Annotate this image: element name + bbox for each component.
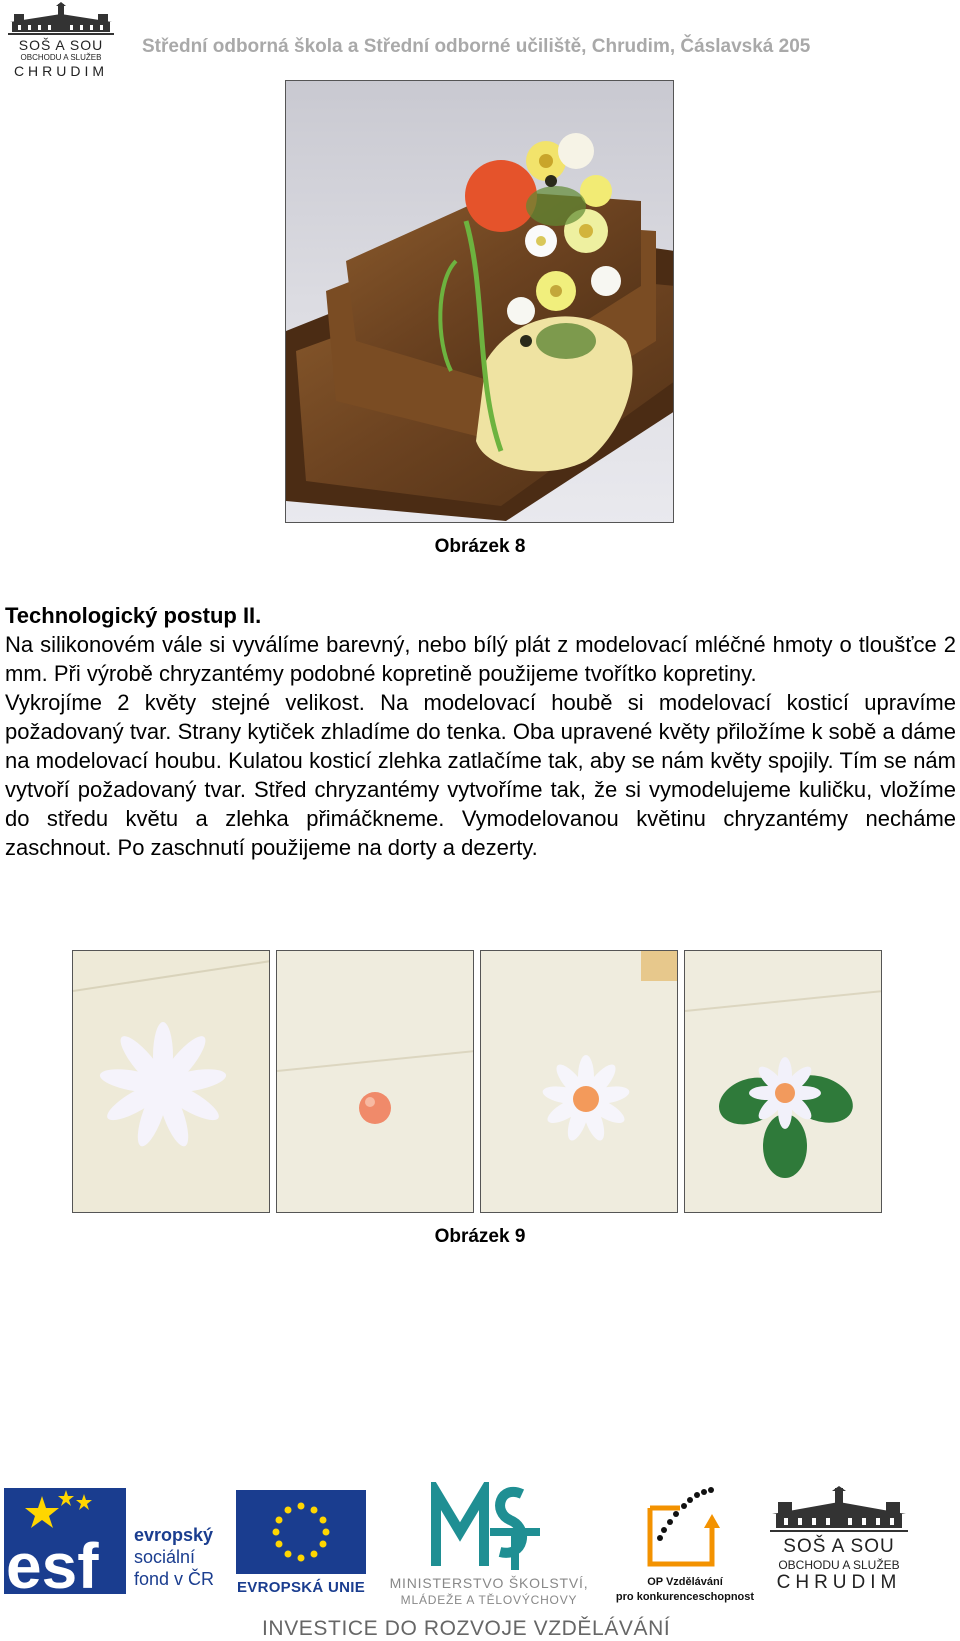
figure8-caption: Obrázek 8 (434, 536, 526, 557)
step-photo-2 (276, 950, 474, 1213)
page-header (0, 0, 960, 84)
school-logo-line3: CHRUDIM (13, 63, 109, 79)
esf-text (134, 1524, 214, 1590)
paragraph-2: Vykrojíme 2 květy stejné velikost. Na modelovací houbě si modelovací kosticí upravíme požadovaný tvar. Strany kytiček zhladíme do tenka. Oba upravené květy přiložíme k sobě a dáme na modelovací houbu. Kulatou kosticí zlehka zatlačíme tak, aby se nám květy spojily. Tím se nám vytvoří požadovaný tvar. Střed chryzantémy vytvoříme tak, že si vymodelujeme kuličku, vložíme do středu květu a zlehka přimáčkneme. Vymodelovanou květinu chryzantémy necháme zaschnout. Po zaschnutí použijeme na dorty a dezerty. (5, 690, 956, 860)
school-logo (4, 2, 118, 80)
step-photo-1 (72, 950, 270, 1213)
school-footer-line1: SOŠ A SOU (783, 1536, 895, 1557)
footer-logos (0, 1480, 960, 1641)
step-photos (72, 950, 888, 1214)
school-footer-line3: CHRUDIM (776, 1572, 902, 1593)
op-line1: OP Vzdělávání (647, 1576, 723, 1588)
school-footer-line2: OBCHODU A SLUŽEB (778, 1558, 900, 1572)
msmt-line2: MLÁDEŽE A TĚLOVÝCHOVY (400, 1593, 578, 1607)
school-logo-footer (764, 1486, 914, 1596)
op-logo (640, 1484, 732, 1574)
esf-line1: evropský (134, 1525, 214, 1545)
step-photo-4 (684, 950, 882, 1213)
esf-line3: fond v ČR (134, 1569, 215, 1589)
esf-line2: sociální (134, 1547, 196, 1567)
op-line2: pro konkurenceschopnost (615, 1591, 755, 1603)
paragraph-1: Na silikonovém vále si vyválíme barevný, nebo bílý plát z modelovací mléčné hmoty o tloušťce 2 mm. Při výrobě chryzantémy podobné kopretině použijeme tvořítko kopretiny. (5, 632, 956, 686)
chateau-icon-footer (764, 1486, 914, 1536)
msmt-logo (430, 1482, 550, 1572)
step-photo-3 (480, 950, 678, 1213)
technology-section (5, 601, 956, 862)
chateau-icon (4, 2, 118, 38)
figure9-caption: Obrázek 9 (434, 1226, 526, 1247)
investice-slogan: INVESTICE DO ROZVOJE VZDĚLÁVÁNÍ (262, 1617, 671, 1640)
eu-flag-logo (236, 1490, 366, 1575)
cake-photo (285, 80, 674, 523)
esf-logo (4, 1488, 229, 1608)
svg-text:esf: esf (6, 1530, 99, 1598)
section-heading: Technologický postup II. (5, 603, 262, 628)
school-logo-line2: OBCHODU A SLUŽEB (20, 53, 102, 62)
header-title: Střední odborná škola a Střední odborné učiliště, Chrudim, Čáslavská 205 (142, 36, 811, 57)
msmt-line1: MINISTERSTVO ŠKOLSTVÍ, (389, 1575, 589, 1591)
eu-label: EVROPSKÁ UNIE (236, 1579, 366, 1596)
school-logo-line1: SOŠ A SOU (18, 37, 104, 53)
